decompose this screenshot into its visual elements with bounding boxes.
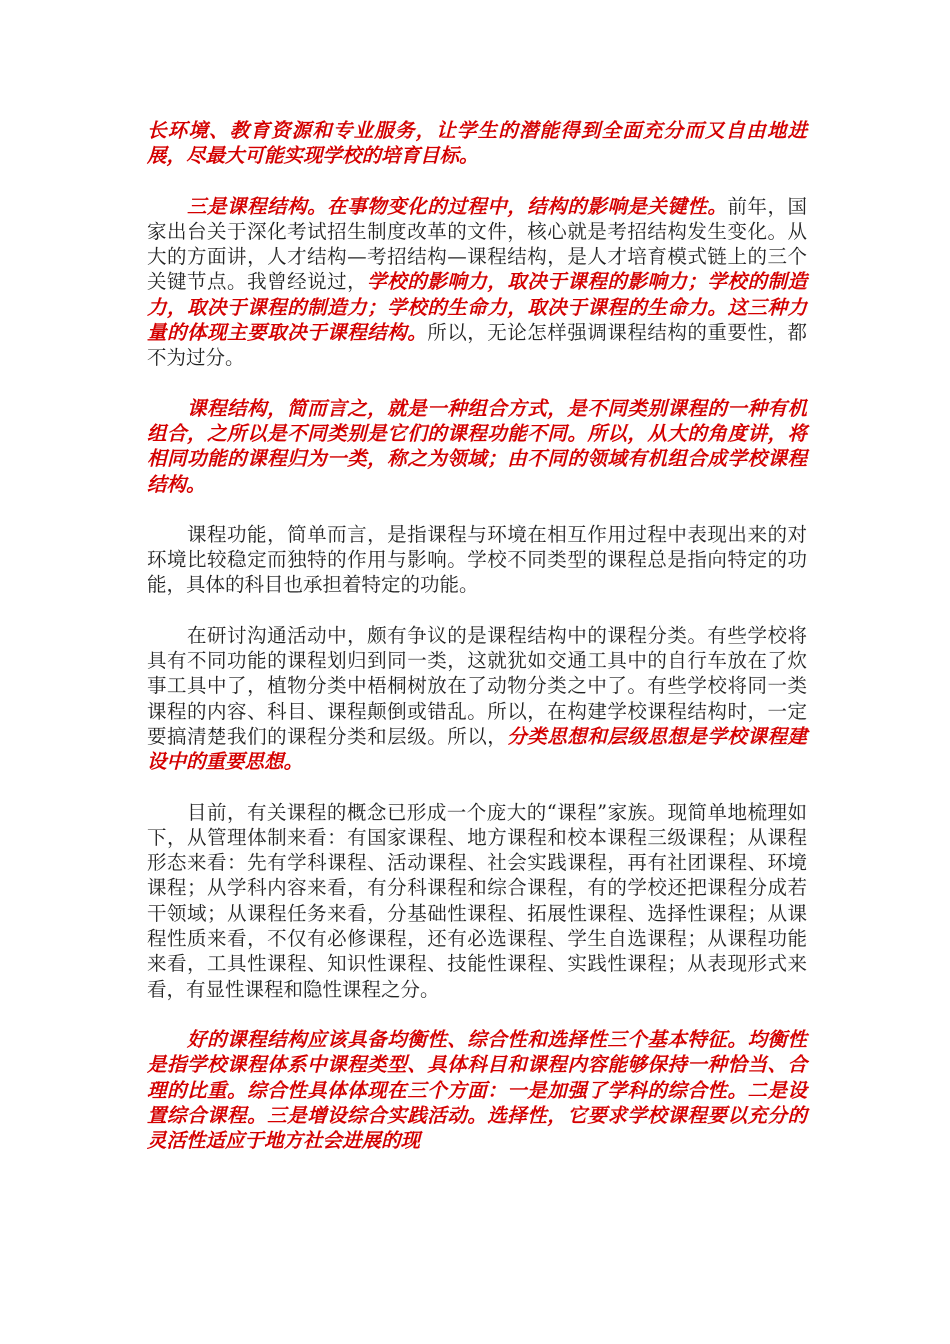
body-text: 在研讨沟通活动中，颇有争议的是课程结构中的课程分类。有些学校将具有不同功能的课程划归到同一类，这就犹如交通工具中的自行车放在了炊事工具中了，植物分类中梧桐树放在了动物分类之中了。有些学校将同一类课程的内容、科目、课程颠倒或错乱。所以，在构建学校课程结构时，一定要搞清楚我们的课程分类和层级。所以，: [147, 623, 807, 748]
document-body: [147, 118, 807, 1178]
emphasis-text: 课程结构，简而言之，就是一种组合方式，是不同类别课程的一种有机组合，之所以是不同类别是它们的课程功能不同。所以，从大的角度讲，将相同功能的课程归为一类，称之为领域；由不同的领域有机组合成学校课程结构。: [147, 396, 807, 496]
emphasis-text: 好的课程结构应该具备均衡性、综合性和选择性三个基本特征。均衡性是指学校课程体系中课程类型、具体科目和课程内容能够保持一种恰当、合理的比重。综合性具体体现在三个方面：一是加强了学科的综合性。二是设置综合课程。三是增设综合实践活动。选择性，它要求学校课程要以充分的灵活性适应于地方社会进展的现: [147, 1027, 807, 1153]
paragraph-2: [147, 194, 807, 371]
paragraph-4: [147, 522, 807, 598]
body-text: 前年，国家出台关于深化考试招生制度改革的文件，核心就是考招结构发生变化。从大的方面讲，人才结构—考招结构—课程结构，是人才培育模式链上的三个关键节点。我曾经说过，: [147, 194, 807, 294]
paragraph-5: [147, 623, 807, 775]
paragraph-6: [147, 800, 807, 1002]
paragraph-3: [147, 396, 807, 497]
body-text: 课程功能，简单而言，是指课程与环境在相互作用过程中表现出来的对环境比较稳定而独特的作用与影响。学校不同类型的课程总是指向特定的功能，具体的科目也承担着特定的功能。: [147, 522, 807, 597]
paragraph-7: [147, 1027, 807, 1153]
paragraph-1: [147, 118, 807, 169]
emphasis-text: 分类思想和层级思想是学校课程建设中的重要思想。: [147, 724, 807, 774]
emphasis-text: 三是课程结构。在事物变化的过程中，结构的影响是关键性。: [187, 194, 728, 218]
emphasis-text: 学校的影响力，取决于课程的影响力；学校的制造力，取决于课程的制造力；学校的生命力，取决于课程的生命力。这三种力量的体现主要取决于课程结构。: [147, 270, 807, 345]
body-text: 所以，无论怎样强调课程结构的重要性，都不为过分。: [147, 321, 807, 370]
emphasis-text: 长环境、教育资源和专业服务，让学生的潜能得到全面充分而又自由地进展，尽最大可能实现学校的培育目标。: [147, 119, 807, 168]
body-text: 目前，有关课程的概念已形成一个庞大的“课程”家族。现简单地梳理如下，从管理体制来看：有国家课程、地方课程和校本课程三级课程；从课程形态来看：先有学科课程、活动课程、社会实践课程，再有社团课程、环境课程；从学科内容来看，有分科课程和综合课程，有的学校还把课程分成若干领域；从课程任务来看，分基础性课程、拓展性课程、选择性课程；从课程性质来看，不仅有必修课程，还有必选课程、学生自选课程；从课程功能来看，工具性课程、知识性课程、技能性课程、实践性课程；从表现形式来看，有显性课程和隐性课程之分。: [147, 800, 807, 1001]
